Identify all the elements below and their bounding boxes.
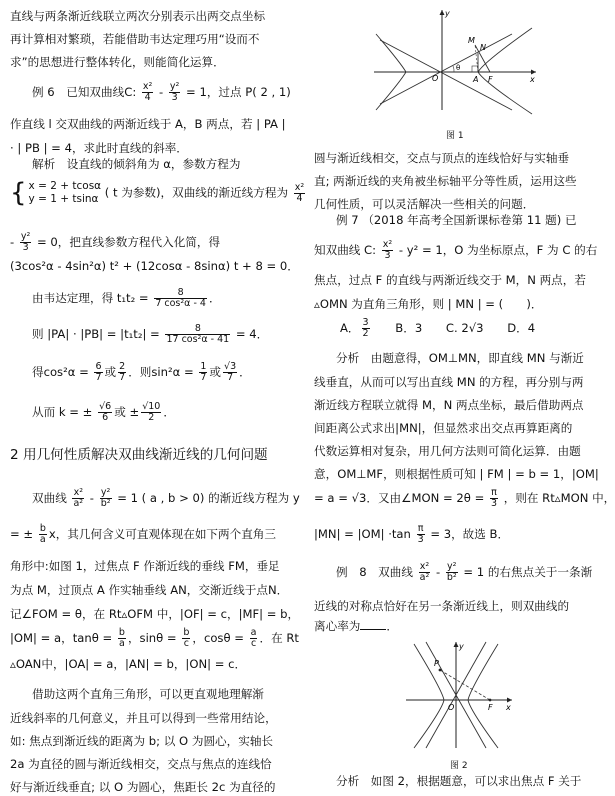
product-line: 则 |PA| · |PB| = |t₁t₂| = $\frac{8}{\text{17 cos²α - 41}}$ = 4． xyxy=(32,323,269,345)
svg-text:x: x xyxy=(530,75,535,84)
text-line: (3cos²α - 4sin²α) t² + (12cosα - 8sinα) t + 8 = 0． xyxy=(10,259,299,273)
svg-text:y: y xyxy=(459,642,464,651)
text-line: 好与渐近线垂直; 以 O 为圆心，焦距长 2c 为直径的 xyxy=(10,780,276,794)
figure-1-diagram xyxy=(372,6,540,114)
text-line: 近线的对称点恰好在另一条渐近线上，则双曲线的 xyxy=(314,599,570,613)
svg-text:M: M xyxy=(468,36,475,45)
hyperbola-right-branch xyxy=(468,644,498,748)
parametric-system: { x = 2 + tcosα y = 1 + tsinα ( t 为参数)，双曲线的渐近线方程为 $\frac{\text{x²}}{4}$ xyxy=(10,178,305,208)
svg-text:x: x xyxy=(506,703,511,712)
text-line: 间距离公式求出|MN|，但显然求出交点再算距离的 xyxy=(314,421,573,435)
example-7-statement: 知双曲线 C: $\frac{\text{x²}}{3}$ - y² = 1，O 为坐标原点，F 为 C 的右 xyxy=(314,239,598,261)
answer-options xyxy=(340,318,535,339)
text-line: 角形中:如图 1，过焦点 F 作渐近线的垂线 FM，垂足 xyxy=(10,559,280,573)
trig-line: |OM| = a，tanθ = $\frac{b}{a}$ ，sinθ = $\frac{b}{c}$ ，cosθ = $\frac{a}{c}$ ．在 Rt xyxy=(10,627,299,649)
text-line: 分析 由题意得，OM⊥MN，即直线 MN 与渐近 xyxy=(336,351,584,365)
figure-2-diagram xyxy=(404,640,516,750)
asymptote-line xyxy=(380,34,512,104)
text-line: 渐近线方程联立就得 M，N 两点坐标，最后借助两点 xyxy=(314,398,584,412)
text-line: ▵OAN中，|OA| = a，|AN| = b，|ON| = c． xyxy=(10,657,247,671)
example-6-statement: 例 6 已知双曲线C: $\frac{\text{x²}}{4}$ - $\frac{\text{y²}}{3}$ = 1，过点 P( 2 , 1) xyxy=(32,81,291,103)
svg-text:N: N xyxy=(480,43,486,52)
answer-blank xyxy=(360,619,386,630)
text-line: 为点 M，过顶点 A 作实轴垂线 AN，交渐近线于点N． xyxy=(10,583,289,597)
svg-text:y: y xyxy=(445,9,450,18)
text-line: 几何性质，可以灵活解决一些相关的问题． xyxy=(314,197,535,211)
text-line: 意，OM⊥MF，则根据性质可知 | FM | = b = 1，|OM| xyxy=(314,467,599,481)
text-line: 直线与两条渐近线联立两次分别表示出两交点坐标 xyxy=(10,9,266,23)
svg-text:F: F xyxy=(488,703,493,712)
fraction: $\frac{8}{\text{17 cos²α - 41}}$ xyxy=(166,323,230,345)
svg-text:A: A xyxy=(473,75,479,84)
text-line: 如: 焦点到渐近线的距离为 b; 以 O 为圆心，实轴长 xyxy=(10,734,274,748)
text-line: 直; 两渐近线的夹角被坐标轴平分等性质，运用这些 xyxy=(314,174,577,188)
text-line: 2a 为直径的圆与渐近线相交，交点与焦点的连线恰 xyxy=(10,757,272,771)
example-8-statement: 例 8 双曲线 $\frac{\text{x²}}{\text{a²}}$ - $\frac{\text{y²}}{\text{b²}}$ = 1 的右焦点关于一条渐 xyxy=(336,561,593,583)
hyperbola-right-branch xyxy=(478,28,532,114)
option-c: C. 2√3 xyxy=(445,321,484,335)
svg-text:O: O xyxy=(432,74,439,83)
hyperbola-left-branch xyxy=(414,644,444,748)
text-line: 借助这两个直角三角形，可以更直观地理解渐 xyxy=(32,687,264,701)
option-d: D．4 xyxy=(507,321,536,335)
text-line: 线垂直，从而可以写出直线 MN 的方程，再分别与两 xyxy=(314,375,584,389)
figure-2-caption: 图 2 xyxy=(450,761,468,771)
fraction: $\frac{\text{x²}}{4}$ xyxy=(142,81,153,103)
text-line: 分析 如图 2，根据题意，可以求出焦点 F 关于 xyxy=(336,774,582,788)
fraction: $\frac{\text{y²}}{3}$ xyxy=(169,81,180,103)
figure-1-caption: 图 1 xyxy=(446,131,464,141)
mn-result: |MN| = |OM| ·tan $\frac{\pi}{3}$ = 3，故选 B． xyxy=(314,523,510,545)
vieta-line: 由韦达定理，得 t₁t₂ = $\frac{8}{\text{7 cos²α - 4}}$ ． xyxy=(32,287,221,309)
svg-text:F: F xyxy=(488,75,493,84)
svg-text:P: P xyxy=(434,659,439,668)
text-line: 圆与渐近线相交，交点与顶点的连线恰好与实轴垂 xyxy=(314,151,570,165)
asymptote-line: = ± $\frac{b}{a}$ x，其几何含义可直观体现在如下两个直角三 xyxy=(10,523,276,545)
option-b: B．3 xyxy=(395,321,423,335)
text-line: 代数运算相对复杂，用几何方法则可简化运算．由题 xyxy=(314,444,581,458)
angle-line: = a = √3．又由∠MON = 2θ = $\frac{\pi}{3}$ ，则在 Rt▵MON 中， xyxy=(314,487,615,509)
fraction: $\frac{8}{\text{7 cos²α - 4}}$ xyxy=(155,287,206,309)
cos-line: 得cos²α = $\frac{6}{7}$ 或 $\frac{2}{7}$ ．则sin²α = $\frac{1}{7}$ 或 $\frac{√3}{7}$ ． xyxy=(32,361,251,383)
reflection-segment xyxy=(440,670,490,700)
text-line: 作直线 l 交双曲线的两渐近线于 A，B 两点，若 | PA | xyxy=(10,117,286,131)
text-line: 近线斜率的几何意义，并且可以得到一些常用结论， xyxy=(10,711,277,725)
fraction: $\frac{\text{x²}}{4}$ xyxy=(294,181,305,204)
svg-text:O: O xyxy=(448,703,455,712)
slope-result: 从而 k = ± $\frac{√6}{6}$ 或 ± $\frac{√10}{2}$ ． xyxy=(32,401,175,423)
text-line: · | PB | = 4，求此时直线的斜率． xyxy=(10,141,188,155)
example-7-heading: 例 7 （2018 年高考全国新课标卷第 11 题) 已 xyxy=(336,213,577,227)
text-line: 离心率为 ． xyxy=(314,619,398,633)
text-line: ▵OMN 为直角三角形，则 | MN | = ( )． xyxy=(314,297,543,311)
section-title: 2 用几何性质解决双曲线渐近线的几何问题 xyxy=(10,447,268,463)
substitution-line: - $\frac{\text{y²}}{3}$ = 0，把直线参数方程代入化简，得 xyxy=(10,231,221,253)
svg-text:θ: θ xyxy=(456,64,461,72)
fraction: $\frac{\text{y²}}{3}$ xyxy=(20,231,31,253)
option-a: A． $\frac{3}{2}$ xyxy=(340,317,369,339)
text-line: 焦点，过点 F 的直线与两渐近线交于 M，N 两点，若 xyxy=(314,273,586,287)
text-line: 记∠FOM = θ，在 Rt▵OFM 中，|OF| = c，|MF| = b， xyxy=(10,607,300,621)
solution-heading: 解析 设直线的倾斜角为 α，参数方程为 xyxy=(32,157,241,171)
text-line: 求”的思想进行整体转化，则能简化运算． xyxy=(10,55,225,69)
text-line: 再计算相对繁琐，若能借助韦达定理巧用“设而不 xyxy=(10,32,260,46)
hyperbola-line: 双曲线 $\frac{\text{x²}}{\text{a²}}$ - $\frac{\text{y²}}{\text{b²}}$ = 1 ( a , b > 0) 的渐近线方程为 y xyxy=(32,487,300,509)
